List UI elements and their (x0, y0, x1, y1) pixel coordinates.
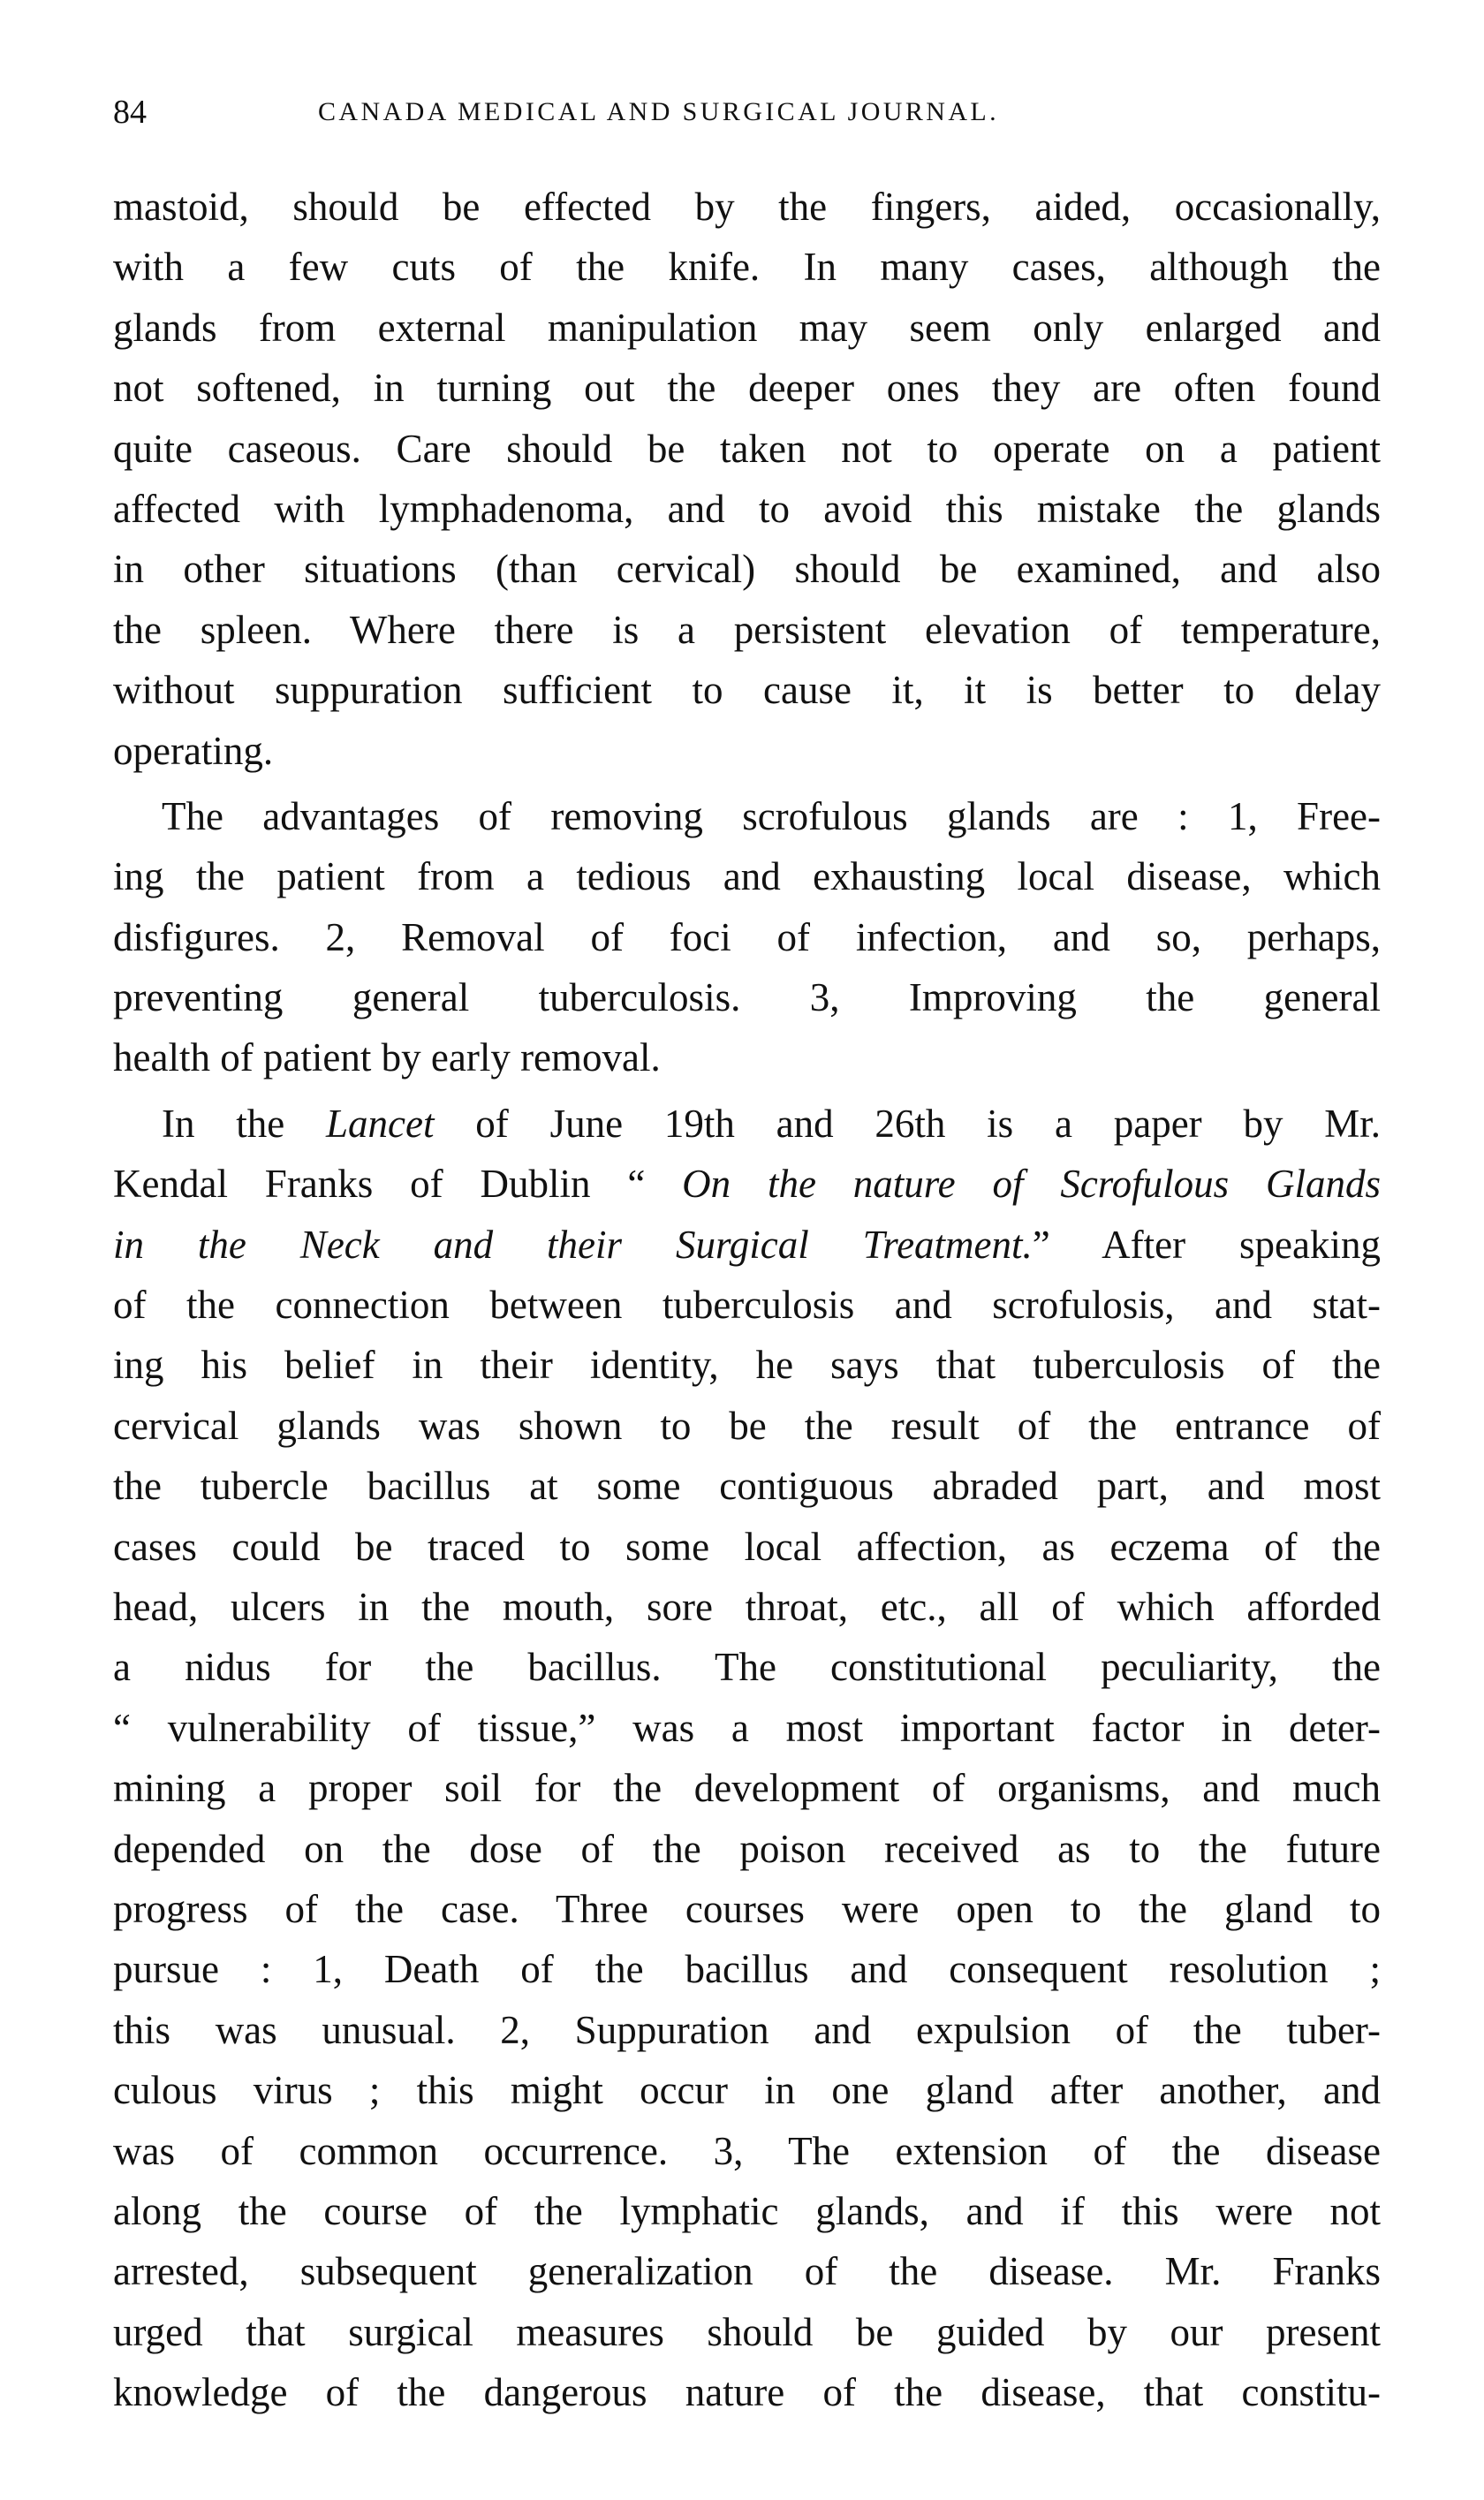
text-line: this was unusual. 2, Suppuration and expulsion of the tuber- (113, 2007, 1381, 2052)
text-line: ing his belief in their identity, he says that tuberculosis of the (113, 1343, 1381, 1388)
text-line (113, 1215, 1381, 1275)
text-run: Kendal Franks of Dublin “ (113, 1162, 683, 1207)
paper-title: On the nature of Scrofulous Glands (682, 1162, 1382, 1207)
text-line: mastoid, should be effected by the fingers, aided, occasionally, (113, 185, 1381, 229)
text-line: was of common occurrence. 3, The extension of the disease (113, 2128, 1381, 2173)
text-line: quite caseous. Care should be taken not to operate on a patient (113, 426, 1381, 471)
text-line: urged that surgical measures should be guided by our present (113, 2309, 1381, 2354)
text-line: in other situations (than cervical) should be examined, and also (113, 547, 1381, 592)
text-line: pursue : 1, Death of the bacillus and consequent resolution ; (113, 1947, 1381, 1992)
text-line: “ vulnerability of tissue,” was a most important factor in deter- (113, 1705, 1381, 1750)
text-line: knowledge of the dangerous nature of the disease, that constitu- (113, 2370, 1381, 2415)
text-line: preventing general tuberculosis. 3, Improving the general (113, 975, 1381, 1020)
running-head (113, 90, 1376, 134)
text-line: affected with lymphadenoma, and to avoid this mistake the glands (113, 486, 1381, 531)
body-text (113, 177, 1381, 2422)
text-line: the tubercle bacillus at some contiguous abraded part, and most (113, 1464, 1381, 1509)
text-line: with a few cuts of the knife. In many cases, although the (113, 245, 1381, 290)
text-line: without suppuration sufficient to cause it, it is better to delay (113, 668, 1381, 713)
text-run: of June 19th and 26th is a paper by Mr. (434, 1101, 1381, 1146)
text-line: health of patient by early removal. (113, 1035, 661, 1080)
paragraph-1 (113, 177, 1381, 781)
text-line: not softened, in turning out the deeper ones they are often found (113, 366, 1381, 411)
journal-title: CANADA MEDICAL AND SURGICAL JOURNAL. (318, 97, 1000, 126)
text-line (113, 1094, 1381, 1154)
text-line: cervical glands was shown to be the result of the entrance of (113, 1403, 1381, 1448)
text-line: head, ulcers in the mouth, sore throat, etc., all of which afforded (113, 1584, 1381, 1629)
text-line (113, 1154, 1381, 1214)
text-line: disfigures. 2, Removal of foci of infection, and so, perhaps, (113, 914, 1381, 959)
text-line: along the course of the lymphatic glands, and if this were not (113, 2188, 1381, 2233)
text-line: The advantages of removing scrofulous glands are : 1, Free- (162, 793, 1381, 838)
text-line: of the connection between tuberculosis and scrofulosis, and stat- (113, 1283, 1381, 1328)
page-number: 84 (113, 94, 147, 131)
text-line: cases could be traced to some local affection, as eczema of the (113, 1524, 1381, 1569)
paper-title-continued: in the Neck and their Surgical Treatment. (113, 1222, 1033, 1267)
text-line: the spleen. Where there is a persistent elevation of temperature, (113, 607, 1381, 652)
journal-citation: Lancet (326, 1101, 435, 1146)
text-line: progress of the case. Three courses were open to the gland to (113, 1886, 1381, 1931)
paragraph-3 (113, 1094, 1381, 2423)
text-line: arrested, subsequent generalization of the disease. Mr. Franks (113, 2249, 1381, 2294)
text-line: depended on the dose of the poison received as to the future (113, 1826, 1381, 1871)
text-line: operating. (113, 728, 274, 773)
text-run: In the (162, 1101, 327, 1146)
text-run: ” After speaking (1032, 1222, 1381, 1267)
text-line: ing the patient from a tedious and exhausting local disease, which (113, 854, 1381, 899)
text-line: a nidus for the bacillus. The constitutional peculiarity, the (113, 1645, 1381, 1690)
text-line: mining a proper soil for the development of organisms, and much (113, 1766, 1381, 1811)
paragraph-2 (113, 786, 1381, 1088)
text-line: culous virus ; this might occur in one gland after another, and (113, 2068, 1381, 2113)
text-line: glands from external manipulation may seem only enlarged and (113, 305, 1381, 350)
